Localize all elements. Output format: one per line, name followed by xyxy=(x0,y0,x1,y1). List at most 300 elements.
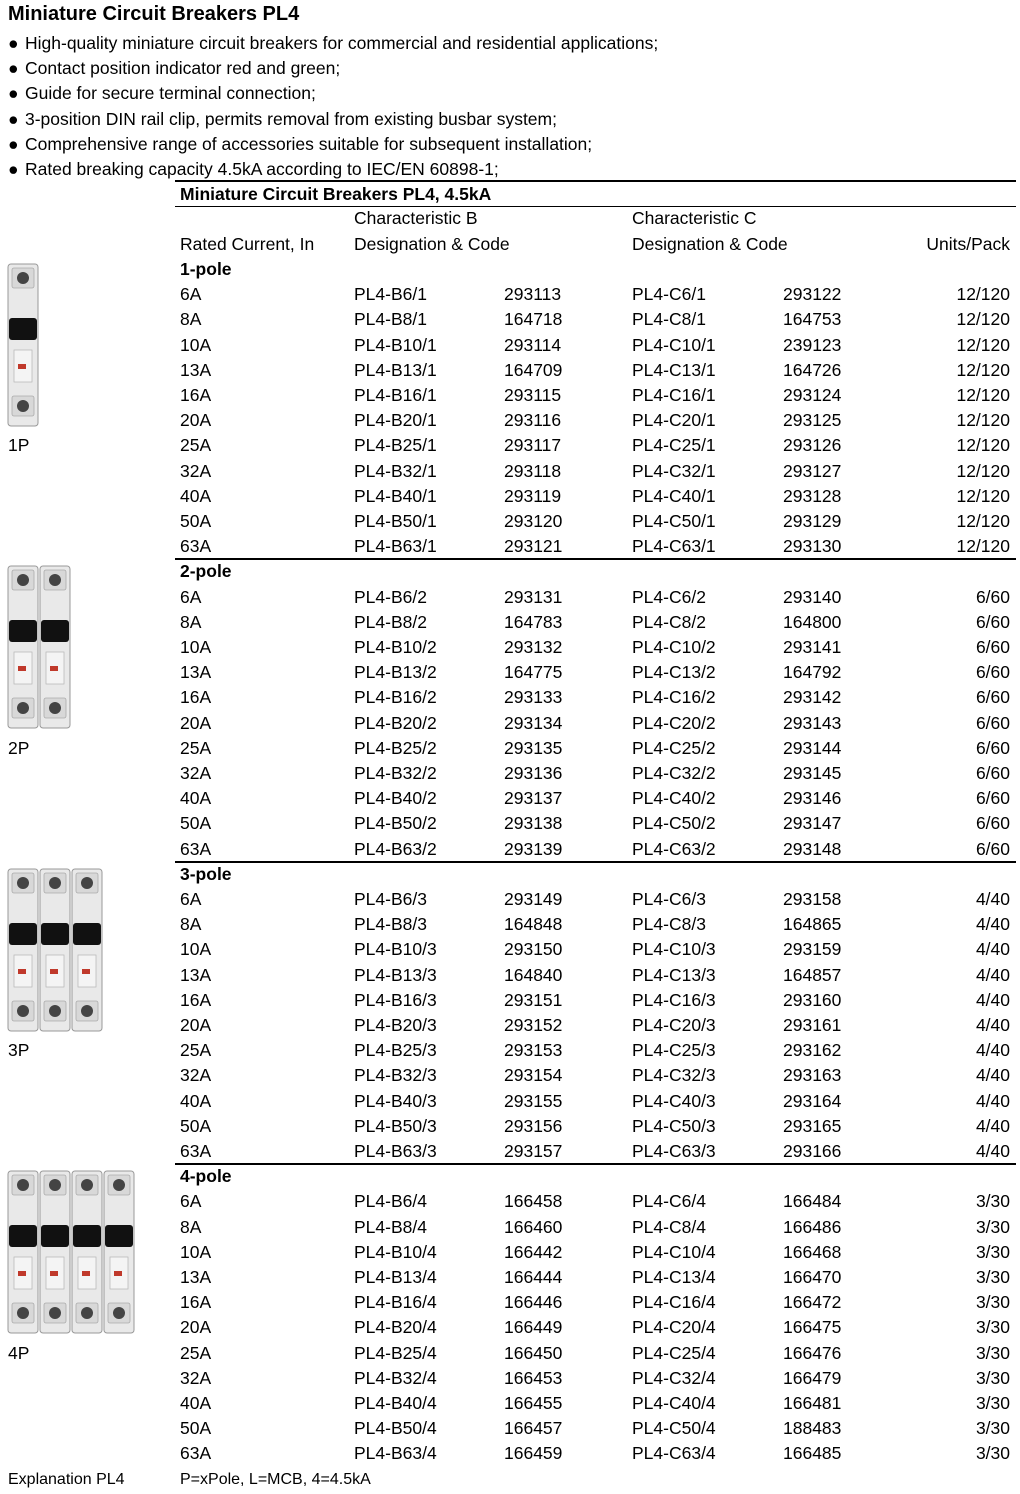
table-row xyxy=(0,1265,1020,1290)
cell-rated-current: 63A xyxy=(180,536,212,557)
cell-units-pack: 3/30 xyxy=(975,1342,1010,1363)
cell-designation-b: PL4-B50/3 xyxy=(354,1115,437,1136)
table-row xyxy=(0,1416,1020,1441)
cell-designation-b: PL4-B8/3 xyxy=(354,914,427,935)
cell-units-pack: 6/60 xyxy=(975,813,1010,834)
cell-designation-b: PL4-B8/4 xyxy=(354,1216,427,1237)
cell-designation-b: PL4-B63/3 xyxy=(354,1141,437,1161)
group-header-row xyxy=(0,257,1020,282)
cell-designation-b: PL4-B20/2 xyxy=(354,712,437,733)
cell-code-b: 293157 xyxy=(504,1141,563,1161)
cell-designation-b: PL4-B40/2 xyxy=(354,788,437,809)
cell-units-pack: 4/40 xyxy=(975,1065,1010,1086)
cell-designation-c: PL4-C32/2 xyxy=(632,763,716,783)
cell-code-c: 293147 xyxy=(783,813,842,834)
pole-label: 2P xyxy=(8,737,30,758)
cell-code-c: 188483 xyxy=(783,1418,842,1439)
cell-code-b: 293120 xyxy=(504,511,563,531)
cell-designation-c: PL4-C25/3 xyxy=(632,1040,716,1061)
cell-designation-c: PL4-C20/3 xyxy=(632,1015,716,1035)
group-header-row xyxy=(0,862,1020,887)
table-row xyxy=(0,711,1020,736)
cell-code-c: 293142 xyxy=(783,687,842,708)
breaker-image xyxy=(6,865,108,1035)
pole-label: 4P xyxy=(8,1342,30,1363)
cell-code-b: 166458 xyxy=(504,1191,563,1212)
cell-units-pack: 4/40 xyxy=(975,1090,1010,1111)
cell-code-c: 293125 xyxy=(783,410,842,431)
cell-code-c: 293130 xyxy=(783,536,842,557)
cell-rated-current: 40A xyxy=(180,1090,212,1111)
group-label: 4-pole xyxy=(180,1166,232,1187)
cell-designation-c: PL4-C13/4 xyxy=(632,1267,716,1287)
cell-code-c: 166486 xyxy=(783,1216,842,1237)
cell-code-c: 293159 xyxy=(783,939,842,960)
cell-units-pack: 3/30 xyxy=(975,1216,1010,1237)
table-row xyxy=(0,811,1020,836)
table-row xyxy=(0,358,1020,383)
cell-designation-b: PL4-B25/3 xyxy=(354,1040,437,1061)
cell-code-b: 166459 xyxy=(504,1443,563,1464)
cell-designation-c: PL4-C20/4 xyxy=(632,1317,716,1338)
table-row xyxy=(0,786,1020,811)
cell-rated-current: 32A xyxy=(180,763,212,783)
cell-designation-c: PL4-C6/1 xyxy=(632,284,706,305)
header-designation-c: Designation & Code xyxy=(632,234,788,254)
cell-rated-current: 20A xyxy=(180,1015,212,1035)
cell-code-c: 293161 xyxy=(783,1015,842,1035)
cell-code-b: 164848 xyxy=(504,914,563,935)
cell-designation-c: PL4-C25/1 xyxy=(632,435,716,456)
cell-units-pack: 6/60 xyxy=(975,687,1010,708)
cell-designation-c: PL4-C63/2 xyxy=(632,838,716,859)
table-row xyxy=(0,937,1020,962)
cell-rated-current: 32A xyxy=(180,1367,212,1388)
cell-units-pack: 3/30 xyxy=(975,1367,1010,1388)
cell-designation-c: PL4-C32/3 xyxy=(632,1065,716,1086)
table-row xyxy=(0,484,1020,509)
table-row xyxy=(0,1290,1020,1315)
cell-designation-c: PL4-C13/2 xyxy=(632,662,716,683)
cell-units-pack: 6/60 xyxy=(975,637,1010,657)
cell-units-pack: 6/60 xyxy=(975,586,1010,607)
cell-rated-current: 10A xyxy=(180,939,212,960)
header-char-c: Characteristic C xyxy=(632,208,757,228)
cell-designation-c: PL4-C25/2 xyxy=(632,737,716,758)
cell-code-b: 164840 xyxy=(504,964,563,985)
cell-units-pack: 4/40 xyxy=(975,1040,1010,1061)
cell-code-b: 293152 xyxy=(504,1015,563,1035)
header-rated-current: Rated Current, In xyxy=(180,234,315,254)
cell-rated-current: 25A xyxy=(180,1040,212,1061)
cell-designation-b: PL4-B8/2 xyxy=(354,611,427,632)
cell-code-b: 166453 xyxy=(504,1367,563,1388)
breaker-image xyxy=(6,1167,140,1337)
cell-units-pack: 4/40 xyxy=(975,889,1010,909)
cell-rated-current: 10A xyxy=(180,637,212,657)
cell-units-pack: 12/120 xyxy=(956,309,1010,330)
cell-rated-current: 16A xyxy=(180,1292,212,1313)
cell-rated-current: 6A xyxy=(180,284,202,305)
cell-code-c: 164857 xyxy=(783,964,842,985)
cell-designation-c: PL4-C63/4 xyxy=(632,1443,716,1464)
table-row xyxy=(0,1063,1020,1088)
cell-designation-b: PL4-B50/1 xyxy=(354,511,437,531)
cell-code-b: 293151 xyxy=(504,989,563,1010)
cell-code-c: 293160 xyxy=(783,989,842,1010)
cell-rated-current: 20A xyxy=(180,1317,212,1338)
feature-list xyxy=(8,31,658,182)
cell-code-c: 166475 xyxy=(783,1317,842,1338)
cell-code-b: 293150 xyxy=(504,939,563,960)
cell-rated-current: 8A xyxy=(180,914,202,935)
cell-designation-b: PL4-B40/4 xyxy=(354,1393,437,1413)
cell-designation-c: PL4-C32/4 xyxy=(632,1367,716,1388)
cell-units-pack: 3/30 xyxy=(975,1292,1010,1313)
cell-code-b: 293116 xyxy=(504,410,562,431)
table-row xyxy=(0,383,1020,408)
cell-designation-b: PL4-B13/4 xyxy=(354,1267,437,1287)
table-title: Miniature Circuit Breakers PL4, 4.5kA xyxy=(180,184,492,204)
cell-code-b: 293121 xyxy=(504,536,563,557)
cell-code-c: 293140 xyxy=(783,586,842,607)
cell-designation-b: PL4-B8/1 xyxy=(354,309,427,330)
bullet-icon: ● xyxy=(8,33,19,53)
cell-code-b: 293136 xyxy=(504,763,563,783)
cell-code-c: 293128 xyxy=(783,485,842,506)
cell-rated-current: 8A xyxy=(180,309,202,330)
table-row xyxy=(0,837,1020,862)
cell-designation-b: PL4-B40/3 xyxy=(354,1090,437,1111)
cell-rated-current: 40A xyxy=(180,485,212,506)
cell-code-b: 293156 xyxy=(504,1115,563,1136)
cell-designation-c: PL4-C16/3 xyxy=(632,989,716,1010)
cell-designation-b: PL4-B32/2 xyxy=(354,763,437,783)
cell-units-pack: 4/40 xyxy=(975,964,1010,985)
cell-designation-c: PL4-C16/4 xyxy=(632,1292,716,1313)
cell-code-c: 293124 xyxy=(783,385,842,405)
cell-rated-current: 40A xyxy=(180,1393,212,1413)
cell-code-c: 293164 xyxy=(783,1090,842,1111)
cell-designation-b: PL4-B32/4 xyxy=(354,1367,437,1388)
cell-designation-c: PL4-C40/2 xyxy=(632,788,716,809)
cell-designation-b: PL4-B10/1 xyxy=(354,334,437,355)
cell-designation-c: PL4-C6/4 xyxy=(632,1191,706,1212)
cell-code-c: 166476 xyxy=(783,1342,842,1363)
table-row xyxy=(0,610,1020,635)
cell-designation-c: PL4-C16/2 xyxy=(632,687,716,708)
bullet-icon: ● xyxy=(8,133,19,154)
feature-item: ● Rated breaking capacity 4.5kA according to IEC/EN 60898-1; xyxy=(8,157,658,182)
footer-text: P=xPole, L=MCB, 4=4.5kA xyxy=(180,1471,371,1488)
cell-units-pack: 12/120 xyxy=(956,511,1010,531)
cell-rated-current: 32A xyxy=(180,460,212,481)
bullet-icon: ● xyxy=(8,108,19,129)
cell-code-c: 293129 xyxy=(783,511,842,531)
cell-designation-c: PL4-C20/2 xyxy=(632,712,716,733)
cell-code-b: 166442 xyxy=(504,1241,563,1262)
table-row xyxy=(0,459,1020,484)
cell-designation-b: PL4-B6/3 xyxy=(354,889,427,909)
cell-rated-current: 50A xyxy=(180,1115,212,1136)
cell-code-b: 293133 xyxy=(504,687,563,708)
cell-units-pack: 3/30 xyxy=(975,1317,1010,1338)
cell-rated-current: 63A xyxy=(180,1141,212,1161)
page-title: Miniature Circuit Breakers PL4 xyxy=(8,3,300,25)
cell-code-c: 293141 xyxy=(783,637,842,657)
cell-code-b: 166450 xyxy=(504,1342,563,1363)
cell-designation-c: PL4-C8/3 xyxy=(632,914,706,935)
cell-code-b: 166460 xyxy=(504,1216,563,1237)
cell-rated-current: 20A xyxy=(180,410,212,431)
cell-rated-current: 50A xyxy=(180,1418,212,1439)
table-row xyxy=(0,660,1020,685)
cell-rated-current: 25A xyxy=(180,1342,212,1363)
feature-item: ● Contact position indicator red and green; xyxy=(8,56,658,81)
table-row xyxy=(0,1441,1020,1466)
cell-designation-c: PL4-C8/2 xyxy=(632,611,706,632)
cell-designation-c: PL4-C40/3 xyxy=(632,1090,716,1111)
cell-designation-c: PL4-C50/4 xyxy=(632,1418,716,1439)
pole-label: 1P xyxy=(8,435,30,456)
cell-designation-b: PL4-B63/2 xyxy=(354,838,437,859)
cell-designation-c: PL4-C8/1 xyxy=(632,309,706,330)
cell-rated-current: 6A xyxy=(180,586,202,607)
cell-rated-current: 50A xyxy=(180,813,212,834)
cell-code-c: 293148 xyxy=(783,838,842,859)
cell-designation-b: PL4-B10/2 xyxy=(354,637,437,657)
cell-code-c: 164865 xyxy=(783,914,842,935)
table-row xyxy=(0,1114,1020,1139)
table-row xyxy=(0,1315,1020,1340)
cell-designation-b: PL4-B20/1 xyxy=(354,410,437,431)
bullet-icon: ● xyxy=(8,159,19,180)
cell-code-c: 166484 xyxy=(783,1191,842,1212)
cell-rated-current: 13A xyxy=(180,662,212,683)
cell-rated-current: 8A xyxy=(180,1216,202,1237)
cell-rated-current: 16A xyxy=(180,989,212,1010)
cell-designation-c: PL4-C10/4 xyxy=(632,1241,716,1262)
cell-code-b: 293134 xyxy=(504,712,563,733)
cell-code-b: 164783 xyxy=(504,611,563,632)
bullet-icon: ● xyxy=(8,83,19,104)
cell-code-c: 293143 xyxy=(783,712,842,733)
header-units-pack: Units/Pack xyxy=(926,234,1010,254)
table-row xyxy=(0,685,1020,710)
cell-rated-current: 6A xyxy=(180,889,202,909)
cell-code-c: 293166 xyxy=(783,1141,842,1161)
cell-units-pack: 12/120 xyxy=(956,359,1010,380)
cell-designation-b: PL4-B6/2 xyxy=(354,586,427,607)
cell-designation-c: PL4-C63/3 xyxy=(632,1141,716,1161)
cell-units-pack: 6/60 xyxy=(975,763,1010,783)
cell-code-c: 166470 xyxy=(783,1267,842,1287)
cell-units-pack: 6/60 xyxy=(975,611,1010,632)
cell-designation-c: PL4-C63/1 xyxy=(632,536,716,557)
cell-designation-b: PL4-B16/2 xyxy=(354,687,437,708)
cell-rated-current: 25A xyxy=(180,737,212,758)
cell-designation-b: PL4-B6/4 xyxy=(354,1191,427,1212)
cell-designation-c: PL4-C10/3 xyxy=(632,939,716,960)
cell-rated-current: 50A xyxy=(180,511,212,531)
cell-units-pack: 4/40 xyxy=(975,989,1010,1010)
cell-code-b: 166449 xyxy=(504,1317,563,1338)
cell-units-pack: 6/60 xyxy=(975,737,1010,758)
cell-designation-b: PL4-B25/4 xyxy=(354,1342,437,1363)
cell-code-b: 166444 xyxy=(504,1267,563,1287)
cell-code-b: 164775 xyxy=(504,662,563,683)
cell-code-c: 166472 xyxy=(783,1292,842,1313)
cell-code-b: 293118 xyxy=(504,460,562,481)
cell-units-pack: 6/60 xyxy=(975,712,1010,733)
cell-code-c: 293127 xyxy=(783,460,842,481)
cell-code-b: 293153 xyxy=(504,1040,563,1061)
cell-code-c: 293144 xyxy=(783,737,842,758)
cell-rated-current: 6A xyxy=(180,1191,202,1212)
cell-rated-current: 8A xyxy=(180,611,202,632)
cell-designation-c: PL4-C13/1 xyxy=(632,359,716,380)
cell-code-b: 293135 xyxy=(504,737,563,758)
cell-designation-b: PL4-B50/4 xyxy=(354,1418,437,1439)
cell-designation-c: PL4-C40/1 xyxy=(632,485,716,506)
cell-code-c: 293146 xyxy=(783,788,842,809)
cell-rated-current: 25A xyxy=(180,435,212,456)
table-row xyxy=(0,963,1020,988)
table-row xyxy=(0,307,1020,332)
cell-designation-b: PL4-B6/1 xyxy=(354,284,427,305)
table-row xyxy=(0,433,1020,458)
cell-designation-c: PL4-C32/1 xyxy=(632,460,716,481)
cell-designation-b: PL4-B13/2 xyxy=(354,662,437,683)
cell-units-pack: 3/30 xyxy=(975,1443,1010,1464)
breaker-image xyxy=(6,562,76,732)
cell-rated-current: 10A xyxy=(180,1241,212,1262)
cell-code-c: 164792 xyxy=(783,662,842,683)
bullet-icon: ● xyxy=(8,58,19,79)
cell-units-pack: 4/40 xyxy=(975,1115,1010,1136)
cell-units-pack: 12/120 xyxy=(956,460,1010,481)
table-row xyxy=(0,988,1020,1013)
cell-rated-current: 13A xyxy=(180,359,212,380)
cell-designation-b: PL4-B10/3 xyxy=(354,939,437,960)
table-row xyxy=(0,761,1020,786)
cell-designation-c: PL4-C50/2 xyxy=(632,813,716,834)
feature-item: ● 3-position DIN rail clip, permits removal from existing busbar system; xyxy=(8,107,658,132)
table-row xyxy=(0,333,1020,358)
feature-item: ● High-quality miniature circuit breakers for commercial and residential applications; xyxy=(8,31,658,56)
table-header-row-2 xyxy=(0,232,1020,257)
cell-designation-c: PL4-C6/2 xyxy=(632,586,706,607)
cell-units-pack: 6/60 xyxy=(975,788,1010,809)
table-row xyxy=(0,534,1020,559)
table-row xyxy=(0,912,1020,937)
cell-code-c: 164800 xyxy=(783,611,842,632)
cell-designation-c: PL4-C16/1 xyxy=(632,385,716,405)
cell-units-pack: 3/30 xyxy=(975,1393,1010,1413)
cell-designation-c: PL4-C20/1 xyxy=(632,410,716,431)
cell-code-b: 293115 xyxy=(504,385,562,405)
group-header-row xyxy=(0,1164,1020,1189)
feature-item: ● Guide for secure terminal connection; xyxy=(8,81,658,106)
table-row xyxy=(0,1215,1020,1240)
cell-rated-current: 63A xyxy=(180,1443,212,1464)
cell-code-b: 293117 xyxy=(504,435,562,456)
cell-code-b: 293113 xyxy=(504,284,562,305)
cell-designation-b: PL4-B20/3 xyxy=(354,1015,437,1035)
cell-units-pack: 6/60 xyxy=(975,662,1010,683)
header-designation-b: Designation & Code xyxy=(354,234,510,254)
cell-designation-b: PL4-B20/4 xyxy=(354,1317,437,1338)
cell-units-pack: 4/40 xyxy=(975,1015,1010,1035)
table-row xyxy=(0,1089,1020,1114)
cell-code-b: 293154 xyxy=(504,1065,563,1086)
cell-designation-c: PL4-C50/3 xyxy=(632,1115,716,1136)
table-row xyxy=(0,509,1020,534)
cell-code-b: 166455 xyxy=(504,1393,563,1413)
feature-item: ● Comprehensive range of accessories suitable for subsequent installation; xyxy=(8,132,658,157)
cell-units-pack: 12/120 xyxy=(956,284,1010,305)
cell-designation-b: PL4-B50/2 xyxy=(354,813,437,834)
table-row xyxy=(0,1038,1020,1063)
table-row xyxy=(0,887,1020,912)
cell-rated-current: 10A xyxy=(180,334,212,355)
cell-code-c: 166481 xyxy=(783,1393,842,1413)
cell-designation-c: PL4-C10/1 xyxy=(632,334,716,355)
table-row xyxy=(0,1189,1020,1214)
cell-designation-c: PL4-C6/3 xyxy=(632,889,706,909)
cell-rated-current: 13A xyxy=(180,964,212,985)
cell-designation-c: PL4-C40/4 xyxy=(632,1393,716,1413)
table-row xyxy=(0,1341,1020,1366)
table-row xyxy=(0,1391,1020,1416)
cell-designation-b: PL4-B63/1 xyxy=(354,536,437,557)
group-header-row xyxy=(0,559,1020,584)
cell-code-c: 293126 xyxy=(783,435,842,456)
cell-units-pack: 4/40 xyxy=(975,1141,1010,1161)
cell-code-b: 293131 xyxy=(504,586,563,607)
cell-designation-c: PL4-C25/4 xyxy=(632,1342,716,1363)
cell-code-b: 293155 xyxy=(504,1090,563,1111)
cell-designation-b: PL4-B40/1 xyxy=(354,485,437,506)
cell-units-pack: 3/30 xyxy=(975,1418,1010,1439)
cell-designation-b: PL4-B13/1 xyxy=(354,359,437,380)
cell-designation-b: PL4-B16/1 xyxy=(354,385,437,405)
cell-designation-b: PL4-B16/4 xyxy=(354,1292,437,1313)
cell-units-pack: 3/30 xyxy=(975,1241,1010,1262)
pole-label: 3P xyxy=(8,1040,30,1061)
cell-designation-b: PL4-B32/3 xyxy=(354,1065,437,1086)
cell-designation-b: PL4-B10/4 xyxy=(354,1241,437,1262)
cell-code-c: 166485 xyxy=(783,1443,842,1464)
cell-designation-c: PL4-C8/4 xyxy=(632,1216,706,1237)
cell-designation-c: PL4-C10/2 xyxy=(632,637,716,657)
cell-designation-b: PL4-B13/3 xyxy=(354,964,437,985)
table-row xyxy=(0,282,1020,307)
cell-units-pack: 12/120 xyxy=(956,385,1010,405)
cell-units-pack: 12/120 xyxy=(956,485,1010,506)
cell-code-b: 164709 xyxy=(504,359,563,380)
group-label: 3-pole xyxy=(180,863,232,884)
cell-rated-current: 32A xyxy=(180,1065,212,1086)
group-label: 1-pole xyxy=(180,259,232,279)
cell-code-c: 166468 xyxy=(783,1241,842,1262)
cell-rated-current: 63A xyxy=(180,838,212,859)
cell-units-pack: 3/30 xyxy=(975,1267,1010,1287)
table-row xyxy=(0,408,1020,433)
cell-code-c: 166479 xyxy=(783,1367,842,1388)
cell-rated-current: 16A xyxy=(180,385,212,405)
cell-units-pack: 6/60 xyxy=(975,838,1010,859)
